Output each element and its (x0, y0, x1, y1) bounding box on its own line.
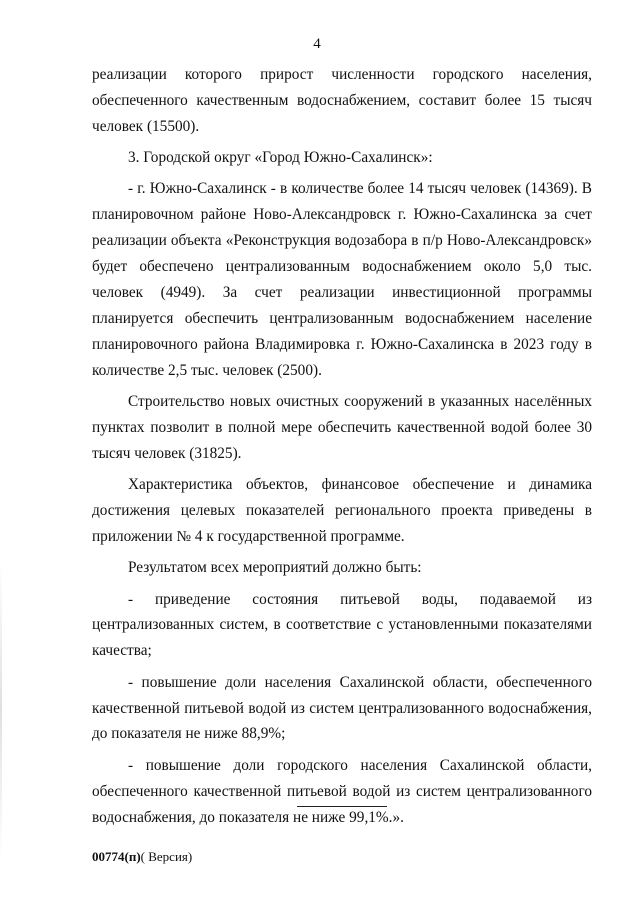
list-item-urban-population-share: - повышение доли городского населения Сахалинской области, обеспеченного качественной питьевой водой из систем централизованного водоснабжения, до показателя не ниже 99,1%.». (92, 756, 592, 826)
document-code (92, 849, 192, 865)
paragraph-treatment-facilities: Строительство новых очистных сооружений в указанных населённых пунктах позволит в полной мере обеспечить качественной водой более 30 тысяч человек (31825). (92, 393, 592, 462)
list-item-population-share: - повышение доли населения Сахалинской области, обеспеченного качественной питьевой водой из систем централизованного водоснабжения, до показателя не ниже 88,9%; (92, 673, 592, 743)
list-item-water-quality: - приведение состояния питьевой воды, подаваемой из централизованных систем, в соответствие с установленными показателями качества; (92, 590, 592, 660)
scan-edge-shadow (0, 560, 2, 860)
end-divider-line (297, 806, 387, 807)
body-text (92, 62, 592, 836)
document-version: ( Версия) (140, 849, 193, 864)
document-code-number: 00774(п) (92, 849, 141, 864)
page-number: 4 (313, 36, 321, 52)
paragraph-results-intro: Результатом всех мероприятий должно быть: (128, 559, 422, 577)
paragraph-characteristics: Характеристика объектов, финансовое обеспечение и динамика достижения целевых показателей регионального проекта приведены в приложении № 4 к государственной программе. (92, 476, 592, 545)
paragraph-continuation: реализации которого прирост численности городского населения, обеспеченного качественным водоснабжением, составит более 15 тысяч человек (15500). (92, 66, 592, 135)
paragraph-city-district-heading: 3. Городской округ «Город Южно-Сахалинск»: (128, 149, 433, 167)
paragraph-yuzhno-sakhalinsk: - г. Южно-Сахалинск - в количестве более 14 тысяч человек (14369). В планировочном районе Ново-Александровск г. Южно-Сахалинска за счет реализации объекта «Реконструкция водозабора в п/р Ново-Александровск» будет обеспечено централизованным водоснабжением около 5,0 тыс. человек (4949). За счет реализации инвестиционной программы планируется обеспечить централизованным водоснабжением население планировочного района Владимировка г. Южно-Сахалинска в 2023 году в количестве 2,5 тыс. человек (2500). (92, 180, 592, 379)
